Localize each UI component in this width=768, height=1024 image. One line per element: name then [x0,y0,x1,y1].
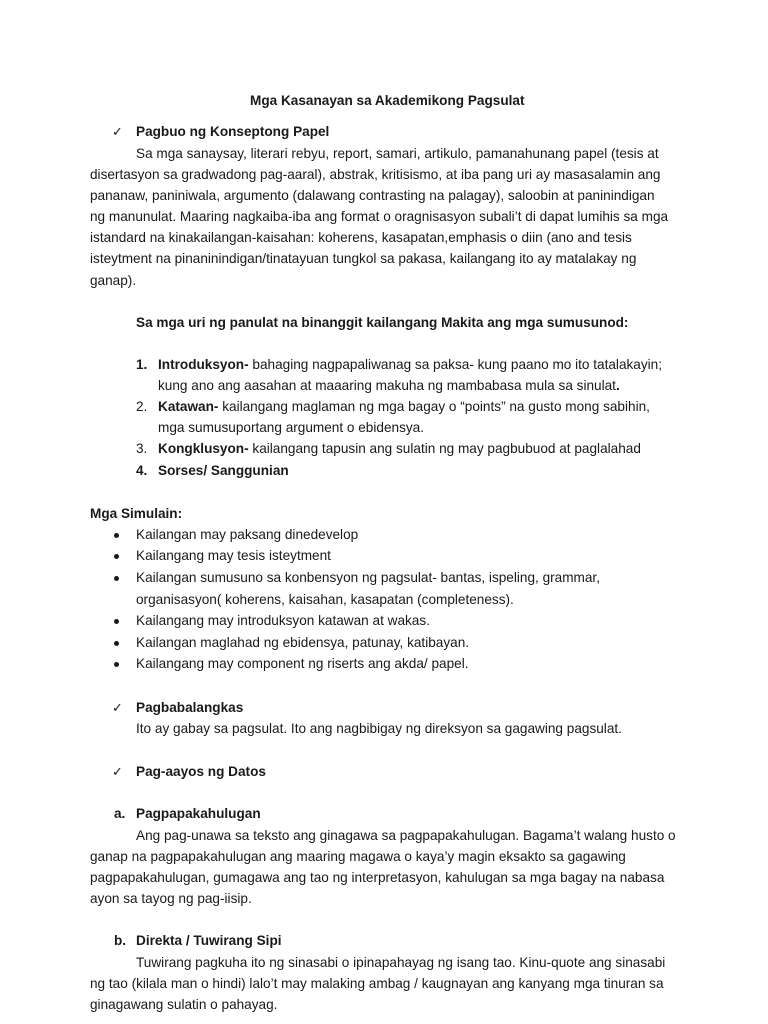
bullet-item-continuation: organisasyon( koherens, kaisahan, kasapatan (completeness). [136,592,514,607]
paragraph-line: Tuwirang pagkuha ito ng sinasabi o ipinapahayag ng isang tao. Kinu-quote ang sinasabi [136,955,666,970]
paragraph-line: pananaw, paniniwala, argumento (dalawang contrasting na palagay), saloobin at paninindigan [90,188,655,203]
list-item [158,356,662,374]
sub-heading-pagpapakahulugan: Pagpapakahulugan [136,806,261,821]
list-text: kailangang tapusin ang sulatin ng may pagbubuod at paglalahad [248,441,641,456]
bullet-item: Kailangan sumusuno sa konbensyon ng pagsulat- bantas, ispeling, grammar, [136,570,600,585]
paragraph-line: ganap). [90,273,137,288]
bullet-item: Kailangang may component ng riserts ang akda/ papel. [136,656,469,671]
list-item-continuation: mga sumusuportang argument o ebidensya. [158,420,424,435]
list-text: kailangang maglaman ng mga bagay o “points” na gusto mong sabihin, [218,399,650,414]
sub-label-a: a. [114,806,126,821]
section-heading-konseptong-papel: Pagbuo ng Konseptong Papel [136,124,330,139]
subheading-requirements: Sa mga uri ng panulat na binanggit kailangang Makita ang mga sumusunod: [136,315,629,330]
bullet-item: Kailangang may introduksyon katawan at wakas. [136,613,430,628]
bullet-dot-icon [114,641,119,646]
list-number: 2. [136,399,148,414]
bullet-dot-icon [114,662,119,667]
paragraph-line: isteytment na pinaninindigan/tinatayuan tungkol sa pakasa, kailangang ito ay matalakay ng [90,251,637,266]
list-item [158,440,641,458]
list-item-continuation: kung ano ang aasahan at maaaring makuha ng mambabasa mula sa sinulat. [158,378,620,393]
bullet-item: Kailangan may paksang dinedevelop [136,527,359,542]
paragraph-line: ayon sa tayog ng pag-iisip. [90,891,252,906]
section-heading-pag-aayos: Pag-aayos ng Datos [136,764,266,779]
paragraph-line: disertasyon sa gradwadong pag-aaral), abstrak, kritisismo, at iba pang uri ay masasalamin ang [90,167,661,182]
paragraph-line: Sa mga sanaysay, literari rebyu, report, samari, artikulo, pamanahunang papel (tesis at [136,146,659,161]
paragraph-line: Ang pag-unawa sa teksto ang ginagawa sa pagpapakahulugan. Bagama’t walang husto o [136,828,676,843]
document-title: Mga Kasanayan sa Akademikong Pagsulat [250,93,525,108]
list-term: Kongklusyon- [158,441,249,456]
bullet-dot-icon [114,554,119,559]
bullet-dot-icon [114,533,119,538]
list-term: Sorses/ Sanggunian [158,463,289,478]
bullet-dot-icon [114,619,119,624]
paragraph-line: pagpapakahulugan, gumagawa ang tao ng interpretasyon, kahulugan sa mga bagay na nabasa [90,870,665,885]
sub-label-b: b. [114,933,127,948]
check-mark-icon: ✓ [112,124,123,139]
paragraph-line: ng manunulat. Maaring nagkaiba-iba ang format o oragnisasyon subali’t di dapat lumihis sa mga [90,209,669,224]
simulain-heading: Mga Simulain: [90,506,183,521]
paragraph-line: Ito ay gabay sa pagsulat. Ito ang nagbibigay ng direksyon sa gagawing pagsulat. [136,721,622,736]
paragraph-line: ginagawang sulatin o pahayag. [90,997,278,1012]
paragraph-line: ng tao (kilala man o hindi) lalo’t may malaking ambag / kaugnayan ang kanyang mga tinuran sa [90,976,664,991]
paragraph-line: istandard na kinakailangan-kaisahan: koherens, kasapatan,emphasis o diin (ano and tesis [90,230,632,245]
paragraph-line: ganap na pagpapakahulugan ang maaring magawa o kaya’y magin eksakto sa gagawing [90,849,626,864]
list-number: 4. [136,463,148,478]
section-heading-pagbabalangkas: Pagbabalangkas [136,700,244,715]
sub-heading-direkta-sipi: Direkta / Tuwirang Sipi [136,933,282,948]
list-text: bahaging nagpapaliwanag sa paksa- kung paano mo ito tatalakayin; [248,357,663,372]
list-term: Katawan- [158,399,219,414]
check-mark-icon: ✓ [112,764,123,779]
list-item [158,398,650,416]
list-term: Introduksyon- [158,357,249,372]
bullet-item: Kailangan maglahad ng ebidensya, patunay, katibayan. [136,635,470,650]
bullet-dot-icon [114,576,119,581]
list-number: 1. [136,357,148,372]
bullet-item: Kailangang may tesis isteytment [136,548,331,563]
list-number: 3. [136,441,148,456]
check-mark-icon: ✓ [112,700,123,715]
